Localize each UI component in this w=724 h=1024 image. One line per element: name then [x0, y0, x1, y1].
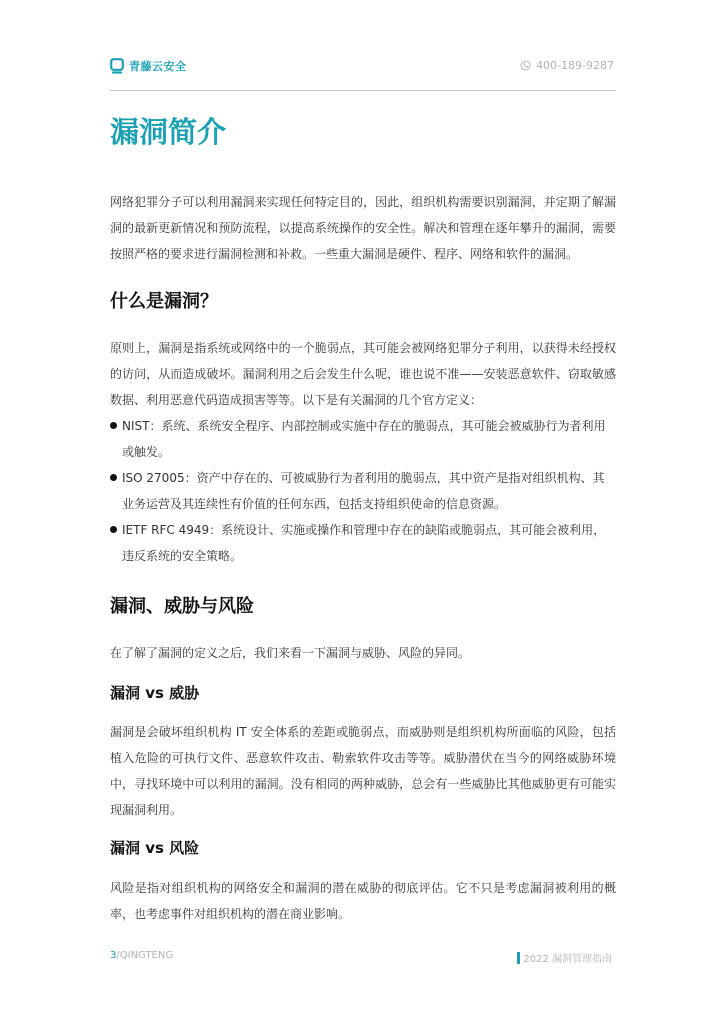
footer-company: /QINGTENG — [116, 950, 174, 961]
footer-guide-title: 2022 漏洞管理指南 — [523, 954, 612, 965]
phone-icon — [520, 60, 531, 71]
bullet-dot — [110, 526, 117, 533]
section-heading-vtr: 漏洞、威胁与风险 — [110, 596, 254, 617]
section-heading-vs-threat: 漏洞 vs 威胁 — [110, 684, 200, 702]
page-number: 3 — [110, 950, 117, 961]
page-title: 漏洞简介 — [110, 115, 227, 149]
intro-paragraph: 网络犯罪分子可以利用漏洞来实现任何特定目的，因此，组织机构需要识别漏洞，并定期了解漏洞的最新更新情况和预防流程，以提高系统操作的安全性。解决和管理在逐年攀升的漏洞，需要按照严格的要求进行漏洞检测和补救。一些重大漏洞是硬件、程序、网络和软件的漏洞。 — [110, 195, 616, 261]
section-heading-vs-risk: 漏洞 vs 风险 — [110, 839, 200, 857]
page-header — [110, 52, 616, 91]
section-heading-what-is: 什么是漏洞？ — [110, 291, 218, 312]
definition-bullet-iso — [110, 465, 616, 517]
page-footer — [110, 950, 616, 966]
what-is-paragraph: 原则上，漏洞是指系统或网络中的一个脆弱点，其可能会被网络犯罪分子利用，以获得未经授权的访问，从而造成破坏。漏洞利用之后会发生什么呢，谁也说不准——安装恶意软件、窃取敏感数据、利用恶意代码造成损害等等。以下是有关漏洞的几个官方定义： — [110, 341, 616, 407]
footer-accent-bar — [517, 952, 520, 964]
vs-threat-paragraph: 漏洞是会破坏组织机构 IT 安全体系的差距或脆弱点，而威胁则是组织机构所面临的风险，包括植入危险的可执行文件、恶意软件攻击、勒索软件攻击等等。威胁潜伏在当今的网络威胁环境中，寻找环境中可以利用的漏洞。没有相同的两种威胁，总会有一些威胁比其他威胁更有可能实现漏洞利用。 — [110, 725, 616, 817]
footer-doc-title — [517, 950, 612, 965]
vs-risk-paragraph: 风险是指对组织机构的网络安全和漏洞的潜在威胁的彻底评估。它不只是考虑漏洞被利用的概率，也考虑事件对组织机构的潜在商业影响。 — [110, 881, 616, 921]
qingteng-logo-icon — [110, 58, 124, 74]
bullet-text: ISO 27005：资产中存在的、可被威胁行为者利用的脆弱点，其中资产是指对组织机构、其业务运营及其连续性有价值的任何东西，包括支持组织使命的信息资源。 — [122, 471, 605, 511]
brand-logo — [110, 58, 187, 74]
bullet-dot — [110, 474, 117, 481]
phone-number: 400-189-9287 — [536, 59, 614, 72]
hotline — [520, 59, 614, 72]
article-body — [110, 113, 616, 927]
bullet-text: NIST：系统、系统安全程序、内部控制或实施中存在的脆弱点，其可能会被威胁行为者利用或触发。 — [122, 419, 606, 459]
bullet-dot — [110, 422, 117, 429]
definition-bullet-ietf — [110, 517, 616, 569]
vtr-paragraph: 在了解了漏洞的定义之后，我们来看一下漏洞与威胁、风险的异同。 — [110, 646, 471, 660]
brand-name: 青藤云安全 — [129, 60, 187, 73]
definition-bullet-nist — [110, 413, 616, 465]
bullet-text: IETF RFC 4949：系统设计、实施或操作和管理中存在的缺陷或脆弱点，其可能会被利用，违反系统的安全策略。 — [122, 523, 606, 563]
